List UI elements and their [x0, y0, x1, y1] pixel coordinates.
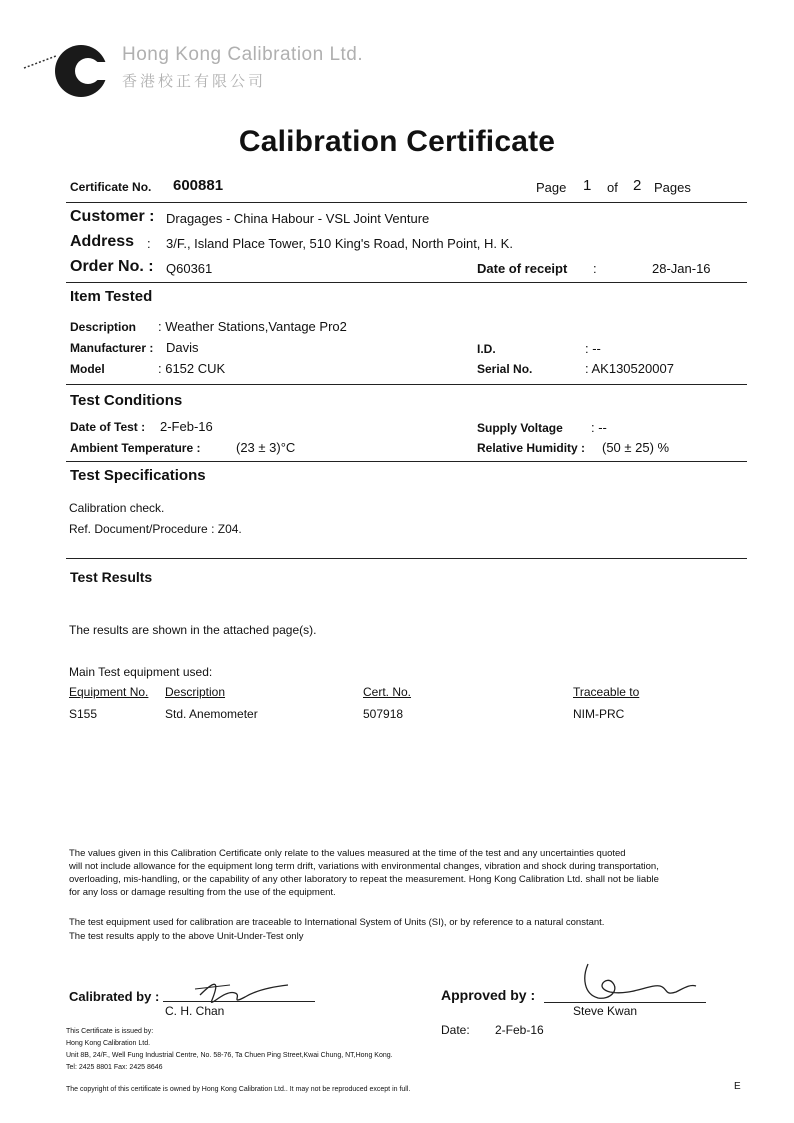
- approval-date-value: 2-Feb-16: [495, 1023, 544, 1037]
- equipment-header-description: Description: [165, 685, 226, 699]
- manufacturer-value: Davis: [166, 340, 199, 355]
- certificate-no-label: Certificate No.: [70, 180, 152, 194]
- procedure-line: Ref. Document/Procedure : Z04.: [69, 522, 242, 536]
- page-total: 2: [633, 177, 642, 194]
- disclaimer-line: will not include allowance for the equipment long term drift, variations with environmental changes, vibration and shock during transportation,: [69, 861, 659, 872]
- page-of: of: [607, 180, 618, 195]
- relative-humidity-label: Relative Humidity :: [477, 441, 586, 455]
- id-value: : --: [585, 341, 601, 356]
- supply-voltage-value: : --: [591, 420, 607, 435]
- approval-date-label: Date:: [441, 1023, 470, 1037]
- divider: [66, 461, 747, 462]
- manufacturer-label: Manufacturer :: [70, 341, 154, 355]
- traceability-line: The test equipment used for calibration are traceable to International System of Units (SI), or by reference to a natural constant.: [69, 917, 605, 928]
- date-of-test-label: Date of Test :: [70, 420, 146, 434]
- traceability-line: The test results apply to the above Unit-Under-Test only: [69, 931, 304, 942]
- test-results-heading: Test Results: [70, 569, 153, 585]
- specification-line: Calibration check.: [69, 501, 165, 515]
- ambient-temperature-label: Ambient Temperature :: [70, 441, 201, 455]
- disclaimer-line: for any loss or damage resulting from the use of the equipment.: [69, 887, 336, 898]
- approved-by-label: Approved by :: [441, 987, 536, 1003]
- page-current: 1: [583, 177, 592, 194]
- divider: [66, 202, 747, 203]
- description-label: Description: [70, 320, 137, 334]
- divider: [66, 558, 747, 559]
- equipment-intro: Main Test equipment used:: [69, 665, 213, 679]
- calibrated-by-label: Calibrated by :: [69, 989, 160, 1004]
- issuer-contact: Tel: 2425 8801 Fax: 2425 8646: [66, 1064, 163, 1071]
- calibrated-signature-line: [163, 1001, 315, 1002]
- ambient-temperature-value: (23 ± 3)°C: [236, 440, 296, 455]
- description-value: : Weather Stations,Vantage Pro2: [158, 319, 347, 334]
- model-label: Model: [70, 362, 105, 376]
- test-specifications-heading: Test Specifications: [70, 467, 206, 484]
- divider: [66, 282, 747, 283]
- model-value: : 6152 CUK: [158, 361, 226, 376]
- customer-value: Dragages - China Habour - VSL Joint Venture: [166, 211, 430, 226]
- equipment-cert-no-cell: 507918: [363, 707, 404, 721]
- issuer-address: Unit 8B, 24/F., Well Fung Industrial Centre, No. 58-76, Ta Chuen Ping Street,Kwai Chung, NT,Hong Kong.: [66, 1052, 393, 1059]
- date-of-test-value: 2-Feb-16: [160, 419, 213, 434]
- disclaimer-line: overloading, mis-handling, or the capability of any other laboratory to repeat the measurement. Hong Kong Calibration Ltd. shall not be liable: [69, 874, 659, 885]
- receipt-value: 28-Jan-16: [652, 261, 711, 276]
- item-tested-heading: Item Tested: [70, 288, 153, 305]
- disclaimer-line: The values given in this Calibration Certificate only relate to the values measured at the time of the test and any uncertainties quoted: [69, 848, 626, 859]
- order-no-label: Order No. :: [70, 258, 154, 275]
- equipment-header-traceable: Traceable to: [573, 685, 640, 699]
- address-colon: :: [147, 236, 151, 251]
- receipt-colon: :: [593, 261, 597, 276]
- certificate-no-value: 600881: [173, 177, 224, 194]
- test-conditions-heading: Test Conditions: [70, 392, 183, 409]
- serial-value: : AK130520007: [585, 361, 674, 376]
- address-label: Address: [70, 233, 135, 250]
- company-name-zh: 香港校正有限公司: [122, 72, 267, 90]
- copyright-notice: The copyright of this certificate is owned by Hong Kong Calibration Ltd.. It may not be reproduced except in full.: [66, 1086, 411, 1093]
- id-label: I.D.: [477, 342, 496, 356]
- equipment-no-cell: S155: [69, 707, 98, 721]
- corner-mark: E: [734, 1081, 741, 1092]
- test-results-text: The results are shown in the attached page(s).: [69, 623, 317, 637]
- supply-voltage-label: Supply Voltage: [477, 421, 563, 435]
- company-logo: [20, 40, 110, 102]
- order-no-value: Q60361: [166, 261, 213, 276]
- receipt-label: Date of receipt: [477, 261, 568, 276]
- company-name-en: Hong Kong Calibration Ltd.: [122, 44, 364, 65]
- page-title: Calibration Certificate: [238, 125, 556, 158]
- customer-label: Customer :: [70, 208, 155, 225]
- approved-by-name: Steve Kwan: [573, 1004, 638, 1018]
- equipment-header-no: Equipment No.: [69, 685, 149, 699]
- calibrated-by-name: C. H. Chan: [165, 1004, 225, 1018]
- approver-signature: [580, 960, 700, 1005]
- page-label: Page: [536, 180, 567, 195]
- equipment-description-cell: Std. Anemometer: [165, 707, 258, 721]
- divider: [66, 384, 747, 385]
- address-value: 3/F., Island Place Tower, 510 King's Road, North Point, H. K.: [166, 236, 513, 251]
- pages-label: Pages: [654, 180, 691, 195]
- equipment-traceable-cell: NIM-PRC: [573, 707, 625, 721]
- logo-mark-icon: [20, 40, 110, 102]
- relative-humidity-value: (50 ± 25) %: [602, 440, 670, 455]
- issuer-line: This Certificate is issued by:: [66, 1028, 154, 1035]
- issuer-line: Hong Kong Calibration Ltd.: [66, 1040, 151, 1047]
- serial-label: Serial No.: [477, 362, 533, 376]
- approved-signature-line: [544, 1002, 706, 1003]
- equipment-header-cert-no: Cert. No.: [363, 685, 412, 699]
